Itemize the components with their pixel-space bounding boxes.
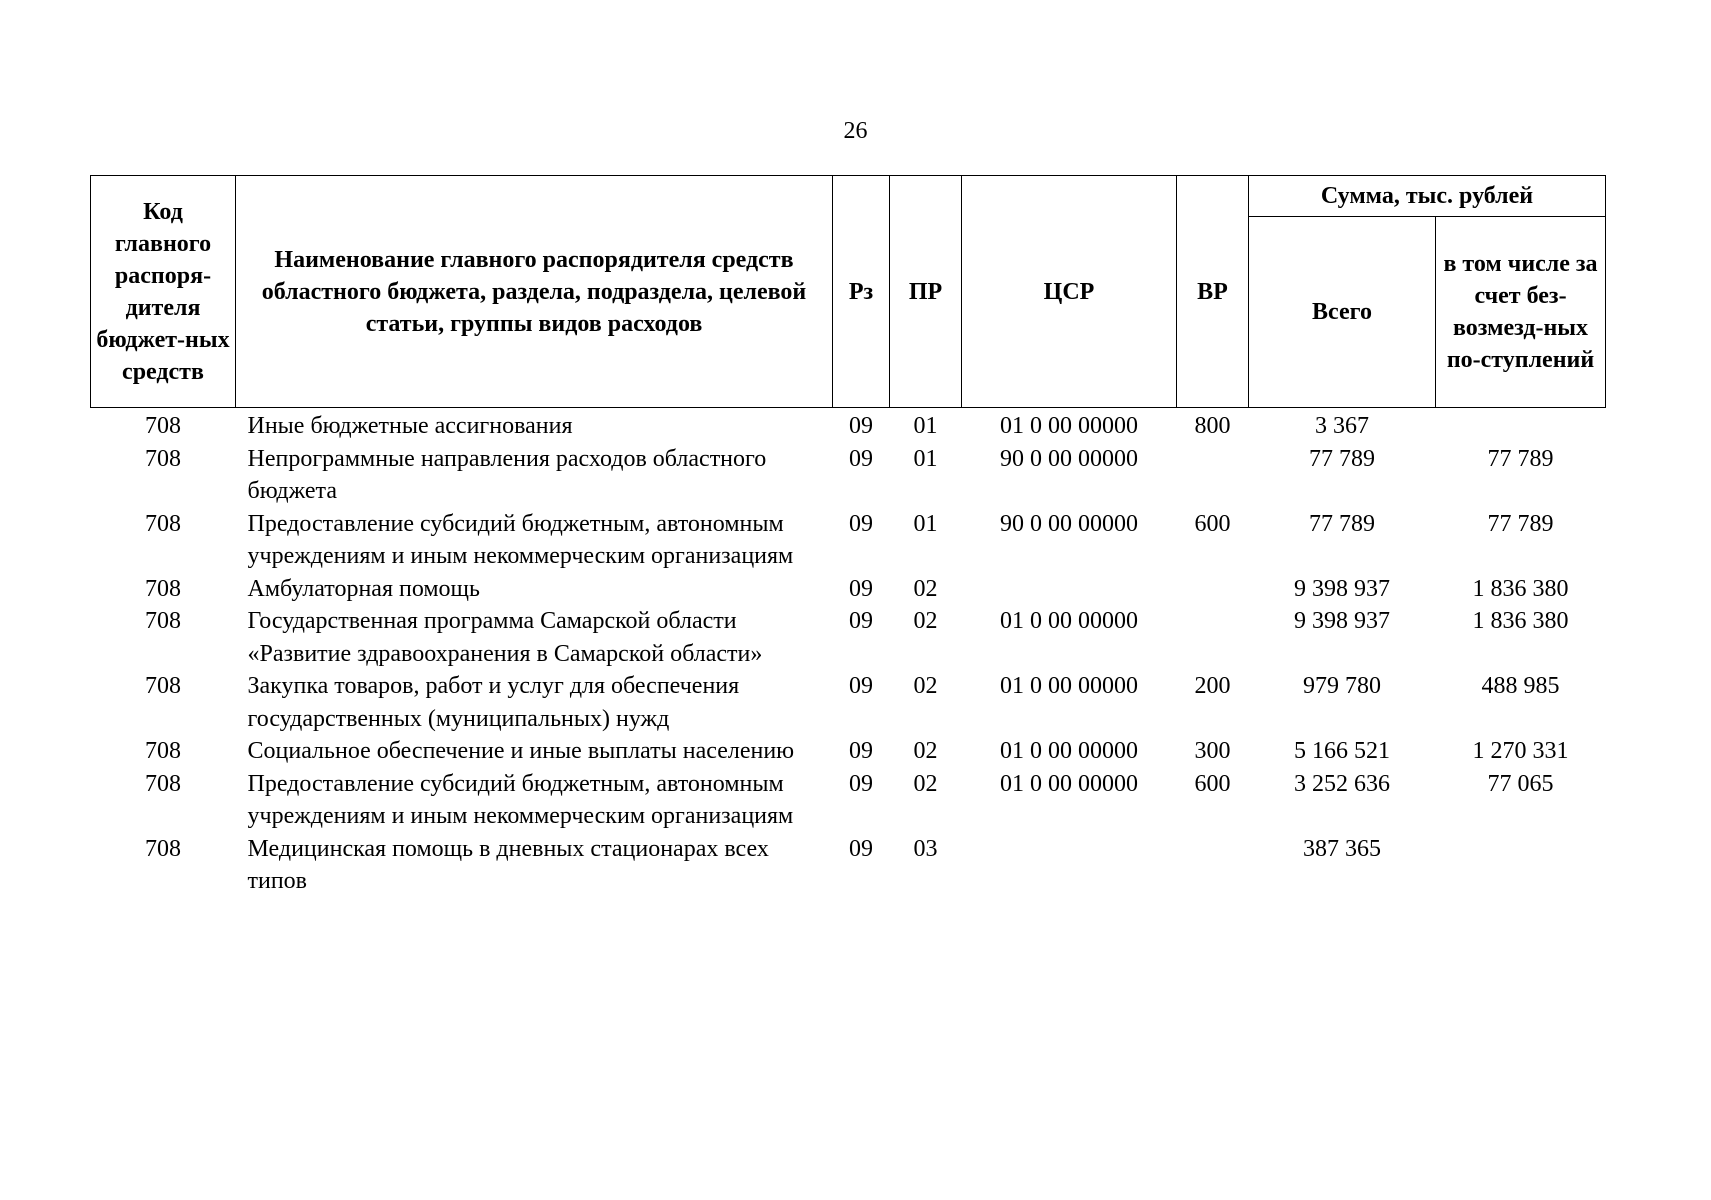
table-row <box>91 508 1606 573</box>
cell-name: Иные бюджетные ассигнования <box>247 413 573 439</box>
cell-code: 708 <box>145 770 181 797</box>
table-row <box>91 605 1606 670</box>
cell-code: 708 <box>145 673 181 699</box>
cell-rz: 09 <box>849 738 873 764</box>
cell-total: 5 166 521 <box>1294 738 1390 764</box>
table-row <box>91 443 1606 508</box>
cell-csr: 90 0 00 00000 <box>1000 445 1138 472</box>
page-number: 26 <box>843 118 868 144</box>
cell-name: Государственная программа Самарской области «Развитие здравоохранения в Самарской области» <box>247 608 763 667</box>
table-row <box>91 670 1606 735</box>
cell-total: 77 789 <box>1309 510 1375 537</box>
cell-total: 387 365 <box>1303 835 1381 862</box>
cell-rz: 09 <box>849 770 873 797</box>
header-pr: ПР <box>890 176 962 408</box>
table-row <box>91 573 1606 606</box>
cell-total: 3 252 636 <box>1294 770 1390 797</box>
cell-incl: 1 836 380 <box>1472 575 1569 602</box>
cell-csr: 90 0 00 00000 <box>1000 510 1138 537</box>
cell-csr: 01 0 00 00000 <box>1000 608 1138 634</box>
cell-pr: 01 <box>913 445 938 472</box>
cell-name: Предоставление субсидий бюджетным, автономным учреждениям и иным некоммерческим организациям <box>247 510 794 569</box>
cell-incl: 1 270 331 <box>1472 738 1569 764</box>
table-row <box>91 408 1606 443</box>
cell-code: 708 <box>145 510 181 537</box>
cell-incl: 77 789 <box>1487 510 1554 537</box>
cell-total: 9 398 937 <box>1294 575 1390 602</box>
header-incl: в том числе за счет без-возмезд-ных по-ступлений <box>1436 217 1606 408</box>
cell-code: 708 <box>145 835 181 862</box>
cell-csr: 01 0 00 00000 <box>1000 673 1138 699</box>
cell-name: Непрограммные направления расходов областного бюджета <box>247 445 767 504</box>
cell-pr: 01 <box>913 510 938 537</box>
cell-pr: 02 <box>913 608 938 634</box>
table-row <box>91 735 1606 768</box>
header-rz: Рз <box>833 176 890 408</box>
cell-code: 708 <box>145 608 181 634</box>
cell-rz: 09 <box>849 608 873 634</box>
cell-name: Амбулаторная помощь <box>247 575 480 602</box>
cell-csr: 01 0 00 00000 <box>1000 738 1138 764</box>
cell-code: 708 <box>145 445 181 472</box>
cell-rz: 09 <box>849 835 873 862</box>
cell-incl: 488 985 <box>1481 673 1560 699</box>
cell-vr: 600 <box>1194 510 1231 537</box>
cell-incl <box>1436 833 1606 898</box>
cell-total: 77 789 <box>1309 445 1375 472</box>
cell-pr: 02 <box>913 673 938 699</box>
cell-vr: 800 <box>1194 413 1231 439</box>
cell-csr: 01 0 00 00000 <box>1000 770 1138 797</box>
table-body <box>91 408 1606 898</box>
cell-rz: 09 <box>849 673 873 699</box>
cell-rz: 09 <box>849 510 873 537</box>
cell-total: 9 398 937 <box>1294 608 1390 634</box>
cell-vr <box>1177 443 1249 508</box>
cell-incl: 77 065 <box>1487 770 1554 797</box>
cell-incl <box>1436 408 1606 443</box>
cell-pr: 02 <box>913 575 938 602</box>
header-code: Код главного распоря-дителя бюджет-ных средств <box>91 176 236 408</box>
header-sum: Сумма, тыс. рублей <box>1249 176 1606 217</box>
cell-pr: 03 <box>913 835 938 862</box>
cell-csr: 01 0 00 00000 <box>1000 413 1138 439</box>
cell-code: 708 <box>145 413 181 439</box>
cell-pr: 02 <box>913 770 938 797</box>
cell-pr: 02 <box>913 738 938 764</box>
header-csr: ЦСР <box>962 176 1177 408</box>
cell-vr <box>1177 833 1249 898</box>
budget-table-container <box>90 175 1605 898</box>
cell-total: 979 780 <box>1303 673 1381 699</box>
cell-rz: 09 <box>849 413 873 439</box>
cell-name: Закупка товаров, работ и услуг для обеспечения государственных (муниципальных) нужд <box>247 673 740 732</box>
table-header <box>91 176 1606 408</box>
cell-csr <box>962 833 1177 898</box>
header-vr: ВР <box>1177 176 1249 408</box>
cell-incl: 77 789 <box>1487 445 1554 472</box>
cell-code: 708 <box>145 575 181 602</box>
table-row <box>91 768 1606 833</box>
cell-code: 708 <box>145 738 181 764</box>
cell-vr: 200 <box>1194 673 1231 699</box>
cell-vr <box>1177 605 1249 670</box>
cell-pr: 01 <box>913 413 938 439</box>
cell-incl: 1 836 380 <box>1472 608 1569 634</box>
cell-rz: 09 <box>849 445 873 472</box>
budget-table <box>90 175 1606 898</box>
table-row <box>91 833 1606 898</box>
cell-vr <box>1177 573 1249 606</box>
cell-total: 3 367 <box>1315 413 1369 439</box>
header-name: Наименование главного распорядителя средств областного бюджета, раздела, подраздела, целевой статьи, группы видов расходов <box>236 176 833 408</box>
cell-vr: 600 <box>1194 770 1231 797</box>
cell-name: Социальное обеспечение и иные выплаты населению <box>247 738 795 764</box>
cell-name: Предоставление субсидий бюджетным, автономным учреждениям и иным некоммерческим организациям <box>247 770 794 829</box>
cell-vr: 300 <box>1194 738 1231 764</box>
cell-csr <box>962 573 1177 606</box>
cell-name: Медицинская помощь в дневных стационарах всех типов <box>247 835 769 894</box>
header-total: Всего <box>1249 217 1436 408</box>
cell-rz: 09 <box>849 575 873 602</box>
